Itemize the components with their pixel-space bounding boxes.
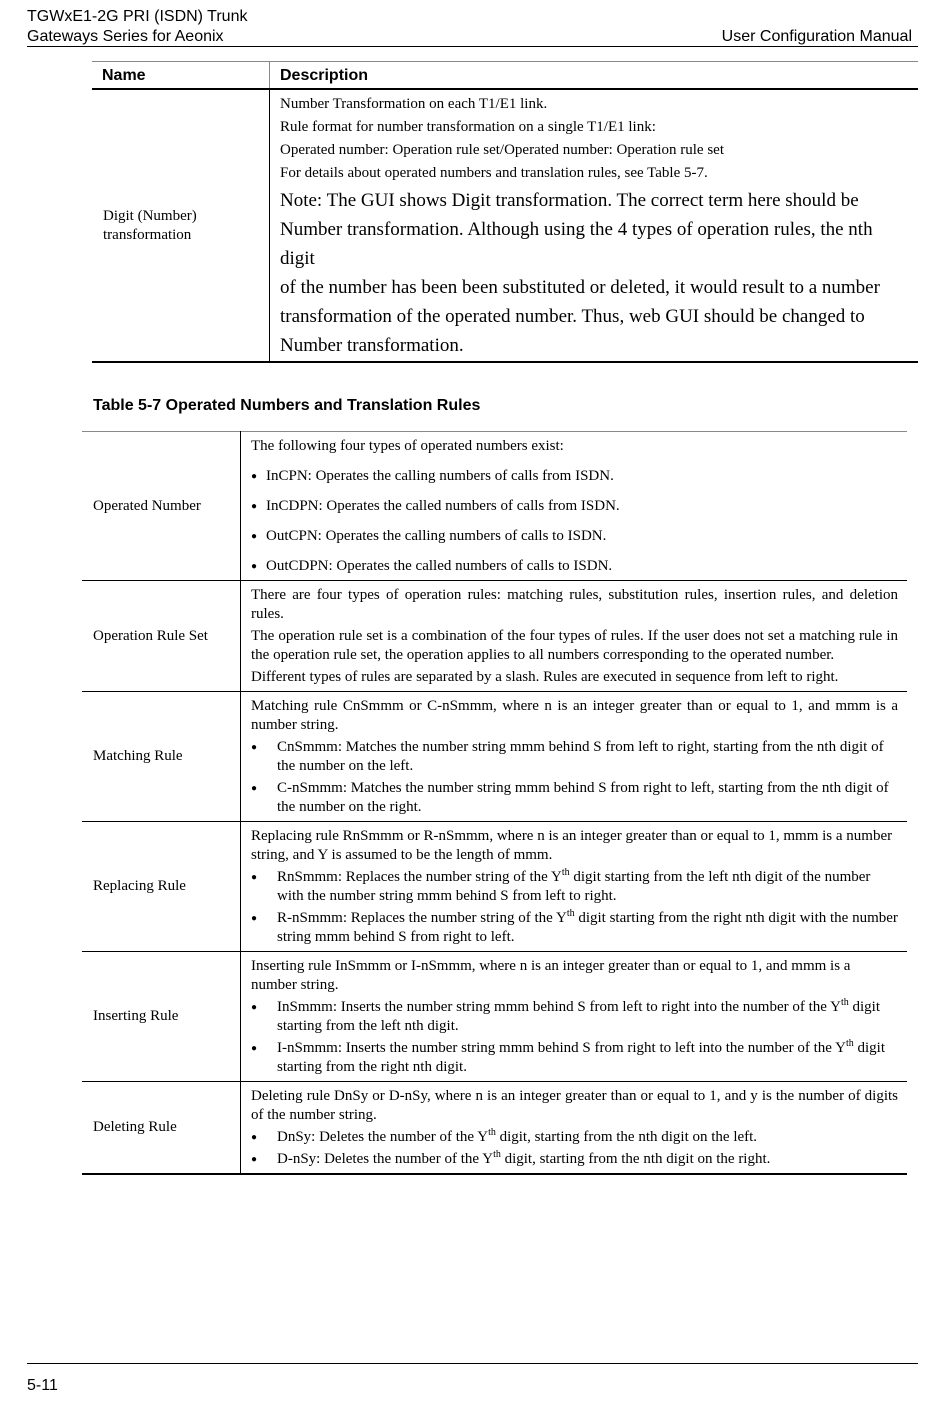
page-number: 5-11 — [27, 1377, 58, 1394]
list-item: ● InSmmm: Inserts the number string mmm behind S from left to right into the number of the $Y^{th}$ digit starting from the left nth digit. — [251, 997, 880, 1034]
header-rule — [27, 46, 918, 47]
bullet-icon: ● — [251, 742, 258, 753]
bullet-icon: ● — [251, 1132, 258, 1143]
parameter-table — [92, 61, 918, 363]
table-row-replacing-rule — [82, 822, 907, 952]
rules-table — [82, 431, 907, 1175]
list-item: ● OutCDPN: Operates the called numbers of calls to ISDN. — [251, 558, 613, 574]
list-item: ● CnSmmm: Matches the number string mmm behind S from left to right, starting from the nth digit of the number on the left. — [251, 739, 884, 774]
row-content: The following four types of operated numbers exist: ● InCPN: Operates the calling numbers of calls from ISDN. ● InCDPN: Operates the called numbers of calls from ISDN. ● OutCPN: Operates the calling numbers of calls to ISDN. ● OutCDPN: Operates the called numbers of calls to ISDN. — [241, 432, 908, 581]
note-text: Note: The GUI shows Digit transformation. The correct term here should be Number transformation. Although using the 4 types of operation rules, the nth digit of the number has been been substituted or deleted, it would result to a number transformation of the operated number. Thus, web GUI should be changed to Number transformation. — [280, 190, 880, 356]
row-label: Matching Rule — [82, 692, 241, 822]
bullet-icon: ● — [251, 1002, 258, 1013]
bullet-icon: ● — [251, 1154, 258, 1165]
column-header-name: Name — [92, 62, 270, 90]
table-row-deleting-rule — [82, 1082, 907, 1175]
list-item: ● RnSmmm: Replaces the number string of the $Y^{th}$ digit starting from the left nth digit of the number with the number string mmm behind S from left to right. — [251, 867, 871, 904]
doc-subtitle: Gateways Series for Aeonix — [27, 28, 224, 45]
table-row-operation-rule-set — [82, 581, 907, 692]
row-label: Inserting Rule — [82, 952, 241, 1082]
table-row — [92, 89, 918, 362]
parameter-name: Digit (Number) transformation — [92, 89, 270, 362]
list-item: ● InCPN: Operates the calling numbers of calls from ISDN. — [251, 468, 614, 484]
table-row-inserting-rule — [82, 952, 907, 1082]
table-row-matching-rule — [82, 692, 907, 822]
row-label: Deleting Rule — [82, 1082, 241, 1175]
bullet-icon: ● — [251, 872, 258, 883]
bullet-icon: ● — [251, 471, 258, 482]
bullet-icon: ● — [251, 501, 258, 512]
row-content: Matching rule CnSmmm or C-nSmmm, where n is an integer greater than or equal to 1, and mmm is a number string. ● CnSmmm: Matches the number string mmm behind S from left to right, starting from the nth digit of the number on the left. ● C-nSmmm: Matches the number string mmm behind S from right to left, starting from the nth digit of the number on the right. — [241, 692, 908, 822]
bullet-icon: ● — [251, 561, 258, 572]
table-header-row — [92, 62, 918, 90]
parameter-description: Number Transformation on each T1/E1 link. Rule format for number transformation on a single T1/E1 link: Operated number: Operation rule set/Operated number: Operation rule set For details about operated numbers and translation rules, see Table 5-7. Note: The GUI shows Digit transformation. The correct term here should be Number transformation. Although using the 4 types of operation rules, the nth digit of the number has been been substituted or deleted, it would result to a number transformation of the operated number. Thus, web GUI should be changed to Number transformation. — [270, 89, 919, 362]
column-header-description: Description — [270, 62, 919, 90]
bullet-icon: ● — [251, 783, 258, 794]
list-item: ● R-nSmmm: Replaces the number string of the $Y^{th}$ digit starting from the right nth digit with the number string mmm behind S from right to left. — [251, 908, 898, 945]
list-item: ● D-nSy: Deletes the number of the $Y^{th}$ digit, starting from the nth digit on the right. — [251, 1149, 771, 1167]
footer-rule — [27, 1363, 918, 1364]
row-content: Replacing rule RnSmmm or R-nSmmm, where n is an integer greater than or equal to 1, mmm is a number string, and Y is assumed to be the length of mmm. ● RnSmmm: Replaces the number string of the $Y^{th}$ digit starting from the left nth digit of the number with the number string mmm behind S from left to right. ● R-nSmmm: Replaces the number string of the $Y^{th}$ digit starting from the right nth digit with the number string mmm behind S from right to left. — [241, 822, 908, 952]
list-item: ● C-nSmmm: Matches the number string mmm behind S from right to left, starting from the nth digit of the number on the right. — [251, 780, 889, 815]
bullet-icon: ● — [251, 531, 258, 542]
row-label: Operation Rule Set — [82, 581, 241, 692]
list-item: ● DnSy: Deletes the number of the $Y^{th}$ digit, starting from the nth digit on the left. — [251, 1127, 758, 1145]
list-item: ● InCDPN: Operates the called numbers of calls from ISDN. — [251, 498, 620, 514]
doc-title: TGWxE1-2G PRI (ISDN) Trunk — [27, 8, 248, 25]
row-content: Inserting rule InSmmm or I-nSmmm, where n is an integer greater than or equal to 1, and mmm is a number string. ● InSmmm: Inserts the number string mmm behind S from left to right into the number of the $Y^{th}$ digit starting from the left nth digit. ● I-nSmmm: Inserts the number string mmm behind S from right to left into the number of the $Y^{th}$ digit starting from the right nth digit. — [241, 952, 908, 1082]
row-label: Operated Number — [82, 432, 241, 581]
list-item: ● I-nSmmm: Inserts the number string mmm behind S from right to left into the number of the $Y^{th}$ digit starting from the right nth digit. — [251, 1038, 885, 1075]
manual-name: User Configuration Manual — [721, 28, 912, 45]
table-caption: Table 5-7 Operated Numbers and Translation Rules — [93, 397, 481, 414]
row-label: Replacing Rule — [82, 822, 241, 952]
bullet-icon: ● — [251, 913, 258, 924]
row-content: There are four types of operation rules: matching rules, substitution rules, insertion rules, and deletion rules. The operation rule set is a combination of the four types of rules. If the user does not set a matching rule in the operation rule set, the operation applies to all numbers corresponding to the operated number. Different types of rules are separated by a slash. Rules are executed in sequence from left to right. — [241, 581, 908, 692]
bullet-icon: ● — [251, 1043, 258, 1054]
table-row-operated-number — [82, 432, 907, 581]
list-item: ● OutCPN: Operates the calling numbers of calls to ISDN. — [251, 528, 607, 544]
row-content: Deleting rule DnSy or D-nSy, where n is an integer greater than or equal to 1, and y is the number of digits of the number string. ● DnSy: Deletes the number of the $Y^{th}$ digit, starting from the nth digit on the left. ● D-nSy: Deletes the number of the $Y^{th}$ digit, starting from the nth digit on the right. — [241, 1082, 908, 1175]
